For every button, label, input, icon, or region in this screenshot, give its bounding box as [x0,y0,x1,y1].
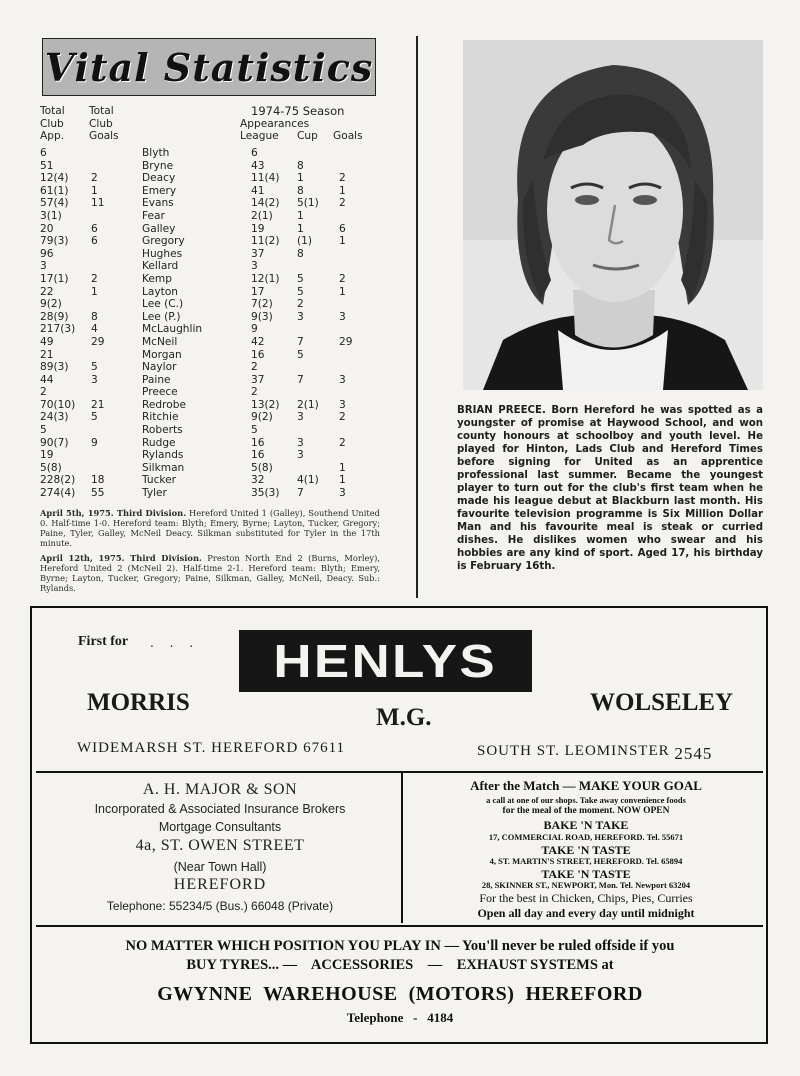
stats-row [40,235,380,248]
stat-total-app: 96 [40,247,54,260]
stat-total-goals: 1 [91,285,98,298]
stats-row [40,260,380,273]
stat-total-app: 44 [40,373,54,386]
stat-season-goals: 1 [339,461,346,474]
header-total-goals-line1: Total [89,105,114,117]
stat-cup: 2(1) [297,398,319,411]
stats-row [40,424,380,437]
stats-row [40,298,380,311]
stat-league: 9 [251,323,258,336]
stat-player-name: Layton [142,285,179,298]
major-near: (Near Town Hall) [173,860,267,874]
ad-divider-horizontal-bottom [36,925,763,927]
header-total-app [40,105,65,143]
stat-total-goals: 18 [91,474,105,487]
stat-player-name: Hughes [142,247,183,260]
player-stats-table [40,147,380,500]
stat-cup: 8 [297,159,304,172]
stats-row [40,361,380,374]
stat-player-name: Lee (P.) [142,310,181,323]
take-addr1: 17, COMMERCIAL ROAD, HEREFORD. Tel. 55671 [488,832,684,842]
stats-row [40,273,380,286]
stat-cup: 7 [297,487,304,500]
stat-player-name: Naylor [142,361,177,374]
match-note-lead: April 5th, 1975. Third Division. [40,508,187,518]
stat-season-goals: 2 [339,172,346,185]
stat-total-app: 24(3) [40,411,69,424]
take-best: For the best in Chicken, Chips, Pies, Curries [479,891,693,905]
take-shop3: TAKE 'N TASTE [541,867,631,881]
stat-total-goals: 6 [91,235,98,248]
stat-player-name: Bryne [142,159,174,172]
header-total-goals-line2: Club [89,117,113,130]
stat-league: 2(1) [251,209,273,222]
brand-mg: M.G. [376,704,432,731]
stat-league: 32 [251,474,265,487]
stat-total-goals: 4 [91,323,98,336]
stat-total-app: 21 [40,348,54,361]
stat-total-app: 61(1) [40,184,69,197]
stat-league: 13(2) [251,398,280,411]
stat-total-app: 217(3) [40,323,76,336]
ad-divider-vertical [401,773,403,923]
stat-player-name: Ritchie [142,411,179,424]
stat-player-name: Redrobe [142,398,186,411]
stat-player-name: Blyth [142,147,170,159]
stat-player-name: Gregory [142,235,185,248]
vital-statistics-banner [42,38,376,96]
stat-season-goals: 2 [339,272,346,285]
match-notes [40,508,380,598]
stats-row [40,386,380,399]
stats-row [40,210,380,223]
stats-row [40,147,380,160]
stat-total-goals: 9 [91,436,98,449]
ad-divider-horizontal [36,771,763,773]
stat-cup: 1 [297,172,304,185]
stats-row [40,349,380,362]
stat-total-app: 3 [40,260,47,273]
stats-row [40,374,380,387]
stats-row [40,462,380,475]
stat-total-app: 28(9) [40,310,69,323]
stats-row [40,437,380,450]
tyres-telephone: Telephone - 4184 [346,1010,454,1025]
brand-wolseley: WOLSELEY [590,689,734,716]
stats-row [40,487,380,500]
address-leominster-text: SOUTH ST. LEOMINSTER [477,743,670,759]
stat-league: 14(2) [251,197,280,210]
stat-cup: 2 [297,298,304,311]
stat-season-goals: 6 [339,222,346,235]
take-shop2: TAKE 'N TASTE [541,843,631,857]
stat-total-app: 70(10) [40,398,76,411]
stat-season-goals: 3 [339,373,346,386]
stats-row [40,223,380,236]
stat-player-name: Emery [142,184,177,197]
major-street: 4a, ST. OWEN STREET [135,837,305,854]
stat-season-goals: 2 [339,436,346,449]
stat-total-app: 5 [40,424,47,437]
stat-total-app: 3(1) [40,209,62,222]
stat-league: 11(2) [251,235,280,248]
stat-player-name: Preece [142,386,178,399]
stat-total-goals: 1 [91,184,98,197]
stat-total-goals: 29 [91,335,105,348]
stat-player-name: Fear [142,209,165,222]
stat-total-app: 49 [40,335,54,348]
stat-cup: 5 [297,348,304,361]
stat-league: 7(2) [251,298,273,311]
stat-player-name: Paine [142,373,171,386]
header-total-goals [89,105,119,143]
first-for-label: First for [78,634,129,649]
match-note-lead: April 12th, 1975. Third Division. [40,553,202,563]
stats-row [40,185,380,198]
stat-total-goals: 5 [91,411,98,424]
stat-cup: 1 [297,209,304,222]
tyres-line2: BUY TYRES... — ACCESSORIES — EXHAUST SYSTEMS at [186,957,614,973]
stat-league: 3 [251,260,258,273]
stat-season-goals: 1 [339,285,346,298]
stat-total-app: 79(3) [40,235,69,248]
stat-total-goals: 55 [91,487,105,500]
header-total-app-line3: App. [40,130,65,142]
stat-player-name: Tucker [142,474,177,487]
stat-league: 12(1) [251,272,280,285]
stat-cup: 8 [297,247,304,260]
major-line1: Incorporated & Associated Insurance Brokers [94,802,346,816]
stats-row [40,399,380,412]
stat-total-app: 6 [40,147,47,159]
stat-total-app: 19 [40,449,54,462]
stat-season-goals: 1 [339,235,346,248]
stat-player-name: Morgan [142,348,182,361]
stat-league: 5 [251,424,258,437]
stats-row [40,160,380,173]
stat-total-app: 274(4) [40,487,76,500]
address-hereford: WIDEMARSH ST. HEREFORD 67611 [77,740,346,756]
stats-row [40,474,380,487]
stat-cup: 5 [297,285,304,298]
vital-statistics-title: Vital Statistics [44,44,374,90]
stat-league: 9(3) [251,310,273,323]
stat-total-app: 9(2) [40,298,62,311]
stat-league: 16 [251,348,265,361]
stat-cup: (1) [297,235,313,248]
henlys-logo-text: HENLYS [273,635,498,687]
stat-total-goals: 5 [91,361,98,374]
stat-total-app: 51 [40,159,54,172]
stat-league: 5(8) [251,461,273,474]
tyres-line1: NO MATTER WHICH POSITION YOU PLAY IN — You'll never be ruled offside if you [125,938,675,954]
match-note-text: Hereford United 1 (Galley), Southend United 0. Half-time 1-0. Hereford team: Blyth; Emery, Byrne; Layton, Tucker, Gregory; Paine, Tyler, Galley, McNeil Deacy. Silkman substituted for Tyler in the 17th minute. [40,508,380,548]
stat-cup: 7 [297,373,304,386]
take-addr3: 28, SKINNER ST., NEWPORT, Mon. Tel. Newport 63204 [481,880,691,890]
stat-league: 2 [251,386,258,399]
stat-league: 9(2) [251,411,273,424]
stat-league: 16 [251,436,265,449]
tyres-company: GWYNNE WAREHOUSE (MOTORS) HEREFORD [157,983,643,1005]
major-town: HEREFORD [173,876,267,893]
column-divider [416,36,418,598]
stat-season-goals: 29 [339,335,353,348]
address-leominster [477,740,713,763]
stat-player-name: Silkman [142,461,185,474]
header-total-goals-line3: Goals [89,130,119,142]
stat-league: 43 [251,159,265,172]
stat-total-goals: 3 [91,373,98,386]
header-appearances: Appearances [240,118,310,130]
stat-season-goals: 1 [339,474,346,487]
stat-cup: 7 [297,335,304,348]
stat-league: 41 [251,184,265,197]
stat-total-app: 90(7) [40,436,69,449]
stats-row [40,311,380,324]
player-photo [463,40,763,390]
stat-total-goals: 2 [91,272,98,285]
stat-total-app: 57(4) [40,197,69,210]
stat-total-app: 228(2) [40,474,76,487]
stats-row [40,197,380,210]
stat-cup: 3 [297,411,304,424]
take-shop1: BAKE 'N TAKE [543,818,629,832]
major-name: A. H. MAJOR & SON [142,781,298,798]
stat-cup: 3 [297,449,304,462]
stats-row [40,248,380,261]
stat-cup: 3 [297,436,304,449]
stat-season-goals: 3 [339,398,346,411]
stat-league: 35(3) [251,487,280,500]
stat-cup: 5 [297,272,304,285]
stat-player-name: McNeil [142,335,178,348]
stat-season-goals: 1 [339,184,346,197]
stat-league: 37 [251,373,265,386]
take-open: Open all day and every day until midnight [477,906,695,920]
stat-season-goals: 2 [339,411,346,424]
stat-total-app: 22 [40,285,54,298]
stat-player-name: Rudge [142,436,176,449]
stat-total-app: 20 [40,222,54,235]
stat-total-goals: 11 [91,197,105,210]
stats-row [40,323,380,336]
take-sub2: for the meal of the moment. NOW OPEN [502,806,670,816]
stat-total-goals: 21 [91,398,105,411]
stat-cup: 4(1) [297,474,319,487]
stat-total-app: 12(4) [40,172,69,185]
first-for-dots: . . . [150,636,200,650]
stat-player-name: Lee (C.) [142,298,184,311]
brand-morris: MORRIS [87,689,190,716]
henlys-logo [239,630,532,692]
stat-player-name: Roberts [142,424,183,437]
stat-total-app: 5(8) [40,461,62,474]
stats-row [40,449,380,462]
stat-league: 16 [251,449,265,462]
stat-league: 37 [251,247,265,260]
stat-league: 42 [251,335,265,348]
stats-row [40,411,380,424]
stat-season-goals: 3 [339,487,346,500]
stat-season-goals: 2 [339,197,346,210]
stat-player-name: McLaughlin [142,323,203,336]
stat-league: 17 [251,285,265,298]
stat-league: 11(4) [251,172,280,185]
stat-total-goals: 6 [91,222,98,235]
stat-player-name: Kellard [142,260,179,273]
stats-row [40,336,380,349]
stat-total-goals: 2 [91,172,98,185]
match-note [40,553,380,593]
stats-row [40,286,380,299]
take-addr2: 4, ST. MARTIN'S STREET, HEREFORD. Tel. 65894 [489,856,683,866]
stat-cup: 5(1) [297,197,319,210]
header-goals: Goals [333,130,363,142]
stat-player-name: Tyler [142,487,167,500]
stat-cup: 3 [297,310,304,323]
header-total-app-line2: Club [40,117,64,130]
stat-player-name: Evans [142,197,174,210]
stat-total-app: 17(1) [40,272,69,285]
stat-league: 19 [251,222,265,235]
header-cup: Cup [297,130,318,142]
take-headline: After the Match — MAKE YOUR GOAL [470,778,702,793]
stat-total-app: 89(3) [40,361,69,374]
stat-player-name: Kemp [142,272,172,285]
take-sub1: a call at one of our shops. Take away convenience foods [486,795,686,805]
address-leominster-number: 2545 [674,744,713,763]
match-note-text: Preston North End 2 (Burns, Morley), Hereford United 2 (McNeil 2). Half-time 2-1. Hereford team: Blyth; Emery, Byrne; Layton, Tucker, Gregory; Paine, Silkman, Galley, McNeil, Deacy. Sub.: Rylands. [40,553,380,593]
stat-season-goals: 3 [339,310,346,323]
stat-league: 2 [251,361,258,374]
header-league: League [240,130,279,142]
stat-player-name: Rylands [142,449,184,462]
stat-cup: 8 [297,184,304,197]
stat-cup: 1 [297,222,304,235]
match-note [40,508,380,548]
stat-league: 6 [251,147,258,159]
header-total-app-line1: Total [40,105,65,117]
stat-total-goals: 8 [91,310,98,323]
stat-player-name: Deacy [142,172,176,185]
major-line2: Mortgage Consultants [158,820,282,834]
stats-row [40,172,380,185]
header-season: 1974-75 Season [251,104,345,118]
stat-player-name: Galley [142,222,176,235]
player-bio: BRIAN PREECE. Born Hereford he was spotted as a youngster of promise at Haywood School, and won county honours at schoolboy and youth level. He played for Hinton, Lads Club and Hereford Times before signing for United as an apprentice professional last summer. Became the youngest player to turn out for the club's first team when he made his league debut at Blackburn last month. His favourite television programme is Six Million Dollar Man and his favourite meal is steak or curried dishes. He dislikes women who swear and his hobbies are any kind of sport. Aged 17, his birthday is February 16th. [457,405,763,572]
major-telephone: Telephone: 55234/5 (Bus.) 66048 (Private) [106,899,334,913]
stat-total-app: 2 [40,386,47,399]
